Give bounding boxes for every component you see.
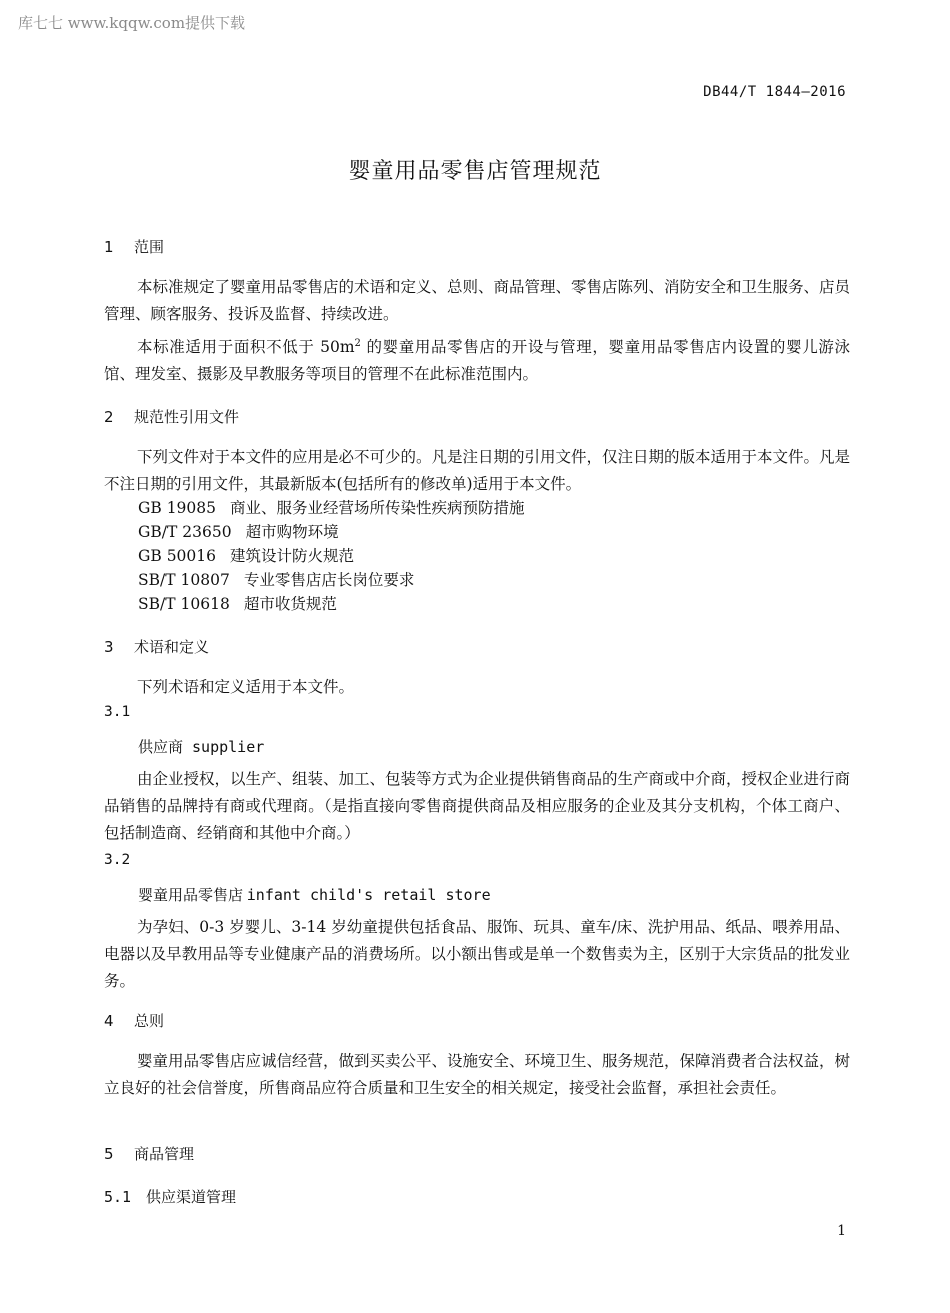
text-segment: 的婴童用品零售店的开设与管理，婴童用品零售店内设置的婴儿游泳馆、理发室、摄影及早教服务等项目的管理不在此标准范围内。	[104, 338, 850, 383]
term-number: 3.1	[104, 704, 131, 720]
section-number: 4	[104, 1012, 114, 1030]
reference-name: 专业零售店店长岗位要求	[243, 571, 415, 589]
section-5-heading	[104, 1143, 194, 1164]
term-definition: 由企业授权，以生产、组装、加工、包装等方式为企业提供销售商品的生产商或中介商，授权企业进行商品销售的品牌持有商或代理商。（是指直接向零售商提供商品及相应服务的企业及其分支机构，个体工商户、包括制造商、经销商和其他中介商。）	[104, 770, 851, 842]
section-1-paragraph-1: 本标准规定了婴童用品零售店的术语和定义、总则、商品管理、零售店陈列、消防安全和卫生服务、店员管理、顾客服务、投诉及监督、持续改进。	[104, 278, 851, 323]
section-number: 5	[104, 1145, 114, 1163]
reference-code: SB/T 10807	[138, 571, 230, 589]
section-4-heading	[104, 1010, 164, 1031]
subsection-title: 供应渠道管理	[146, 1188, 237, 1206]
section-title: 总则	[134, 1012, 165, 1030]
term-title: 供应商 supplier	[138, 738, 265, 756]
superscript: 2	[354, 337, 361, 349]
page-title: 婴童用品零售店管理规范	[348, 159, 602, 184]
reference-code: SB/T 10618	[138, 595, 230, 613]
section-2-heading	[104, 406, 239, 427]
section-2-paragraph-1: 下列文件对于本文件的应用是必不可少的。凡是注日期的引用文件，仅注日期的版本适用于本文件。凡是不注日期的引用文件，其最新版本(包括所有的修改单)适用于本文件。	[104, 448, 851, 493]
term-title-cn: 婴童用品零售店	[138, 886, 244, 904]
section-title: 规范性引用文件	[134, 408, 240, 426]
term-definition: 为孕妇、0-3 岁婴儿、3-14 岁幼童提供包括食品、服饰、玩具、童车/床、洗护用品、纸品、喂养用品、电器以及早教用品等专业健康产品的消费场所。以小额出售或是单一个数售卖为主，区别于大宗货品的批发业务。	[104, 918, 850, 990]
section-3-heading	[104, 636, 209, 657]
document-number: DB44/T 1844—2016	[703, 84, 846, 100]
reference-item	[138, 496, 525, 518]
section-1-paragraph-2	[104, 334, 850, 388]
section-number: 3	[104, 638, 114, 656]
reference-item	[138, 568, 414, 590]
reference-code: GB/T 23650	[138, 523, 232, 541]
reference-code: GB 19085	[138, 499, 217, 517]
reference-item	[138, 520, 339, 542]
reference-name: 商业、服务业经营场所传染性疾病预防措施	[230, 499, 525, 517]
term-title-en: infant child's retail store	[246, 886, 491, 904]
subsection-5-1-heading	[104, 1186, 236, 1207]
subsection-number: 5.1	[104, 1188, 132, 1206]
reference-name: 超市收货规范	[243, 595, 337, 613]
reference-item	[138, 592, 337, 614]
section-4-paragraph-1: 婴童用品零售店应诚信经营，做到买卖公平、设施安全、环境卫生、服务规范，保障消费者合法权益，树立良好的社会信誉度，所售商品应符合质量和卫生安全的相关规定，接受社会监督，承担社会责任。	[104, 1052, 851, 1097]
reference-name: 超市购物环境	[245, 523, 339, 541]
section-title: 术语和定义	[134, 638, 210, 656]
section-1-heading	[104, 236, 164, 257]
term-number: 3.2	[104, 852, 131, 868]
section-title: 范围	[134, 238, 165, 256]
section-number: 2	[104, 408, 114, 426]
watermark-text: 库七七 www.kqqw.com提供下载	[18, 14, 246, 32]
section-title: 商品管理	[134, 1145, 195, 1163]
text-segment: 本标准适用于面积不低于 50m	[137, 338, 355, 356]
term-title	[138, 884, 491, 905]
reference-code: GB 50016	[138, 547, 217, 565]
section-3-paragraph-1: 下列术语和定义适用于本文件。	[137, 678, 355, 696]
page-number: 1	[837, 1223, 846, 1239]
section-number: 1	[104, 238, 114, 256]
reference-item	[138, 544, 354, 566]
reference-name: 建筑设计防火规范	[230, 547, 355, 565]
